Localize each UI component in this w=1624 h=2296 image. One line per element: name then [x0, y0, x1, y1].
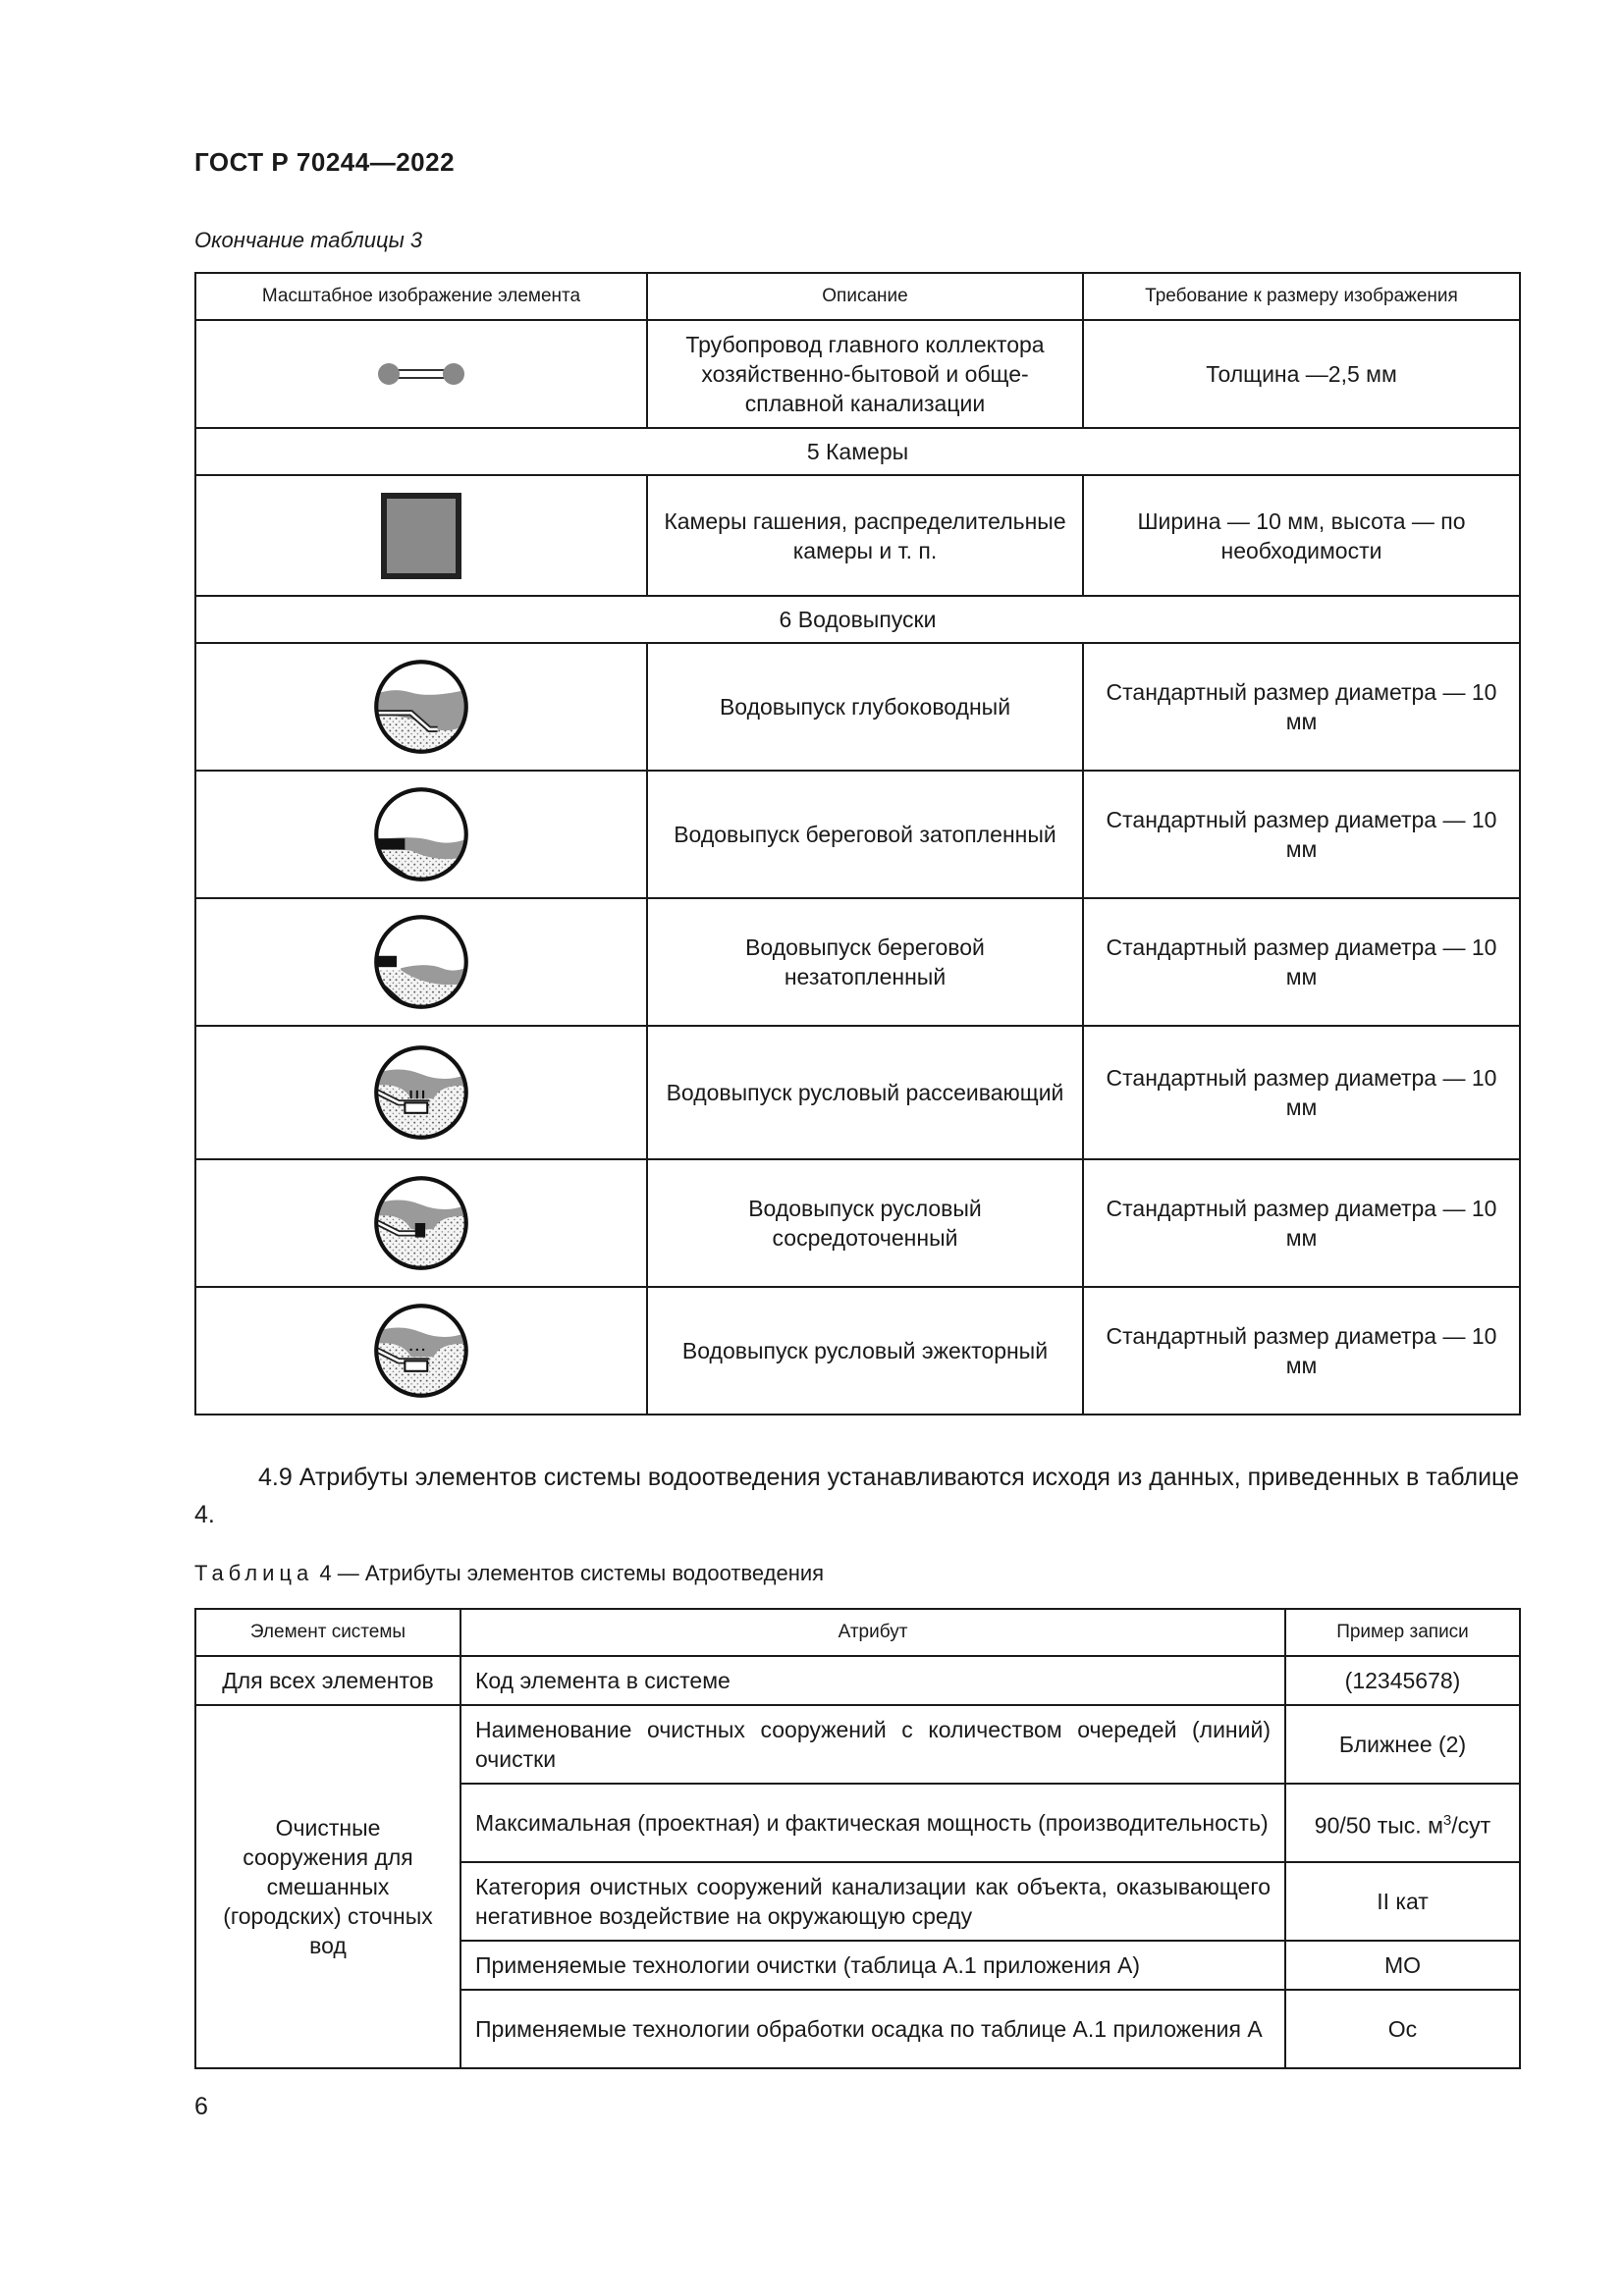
table-row [195, 320, 1520, 428]
table3-col-description: Описание [647, 273, 1083, 320]
table4-attribute: Максимальная (проектная) и фактическая мощность (производительность) [460, 1784, 1285, 1862]
table4-col-attribute: Атрибут [460, 1609, 1285, 1656]
table3-header-row [195, 273, 1520, 320]
section-heading: 5 Камеры [195, 428, 1520, 475]
table4-attribute: Категория очистных сооружений канализации как объекта, оказывающего негативное воздействие на окружающую среду [460, 1862, 1285, 1941]
outlet-shore-unsubmerged-icon [370, 911, 472, 1013]
table3-desc: Трубопровод главного коллектора хозяйственно-бытовой и обще-сплавной канализации [647, 320, 1083, 428]
table3-desc: Водовыпуск береговой затопленный [647, 771, 1083, 898]
table3-req: Стандартный размер диаметра — 10 мм [1083, 1159, 1520, 1287]
table3-req: Ширина — 10 мм, высота — по необходимости [1083, 475, 1520, 596]
outlet-channel-concentrated-icon [370, 1172, 472, 1274]
table4-example: II кат [1285, 1862, 1520, 1941]
table-row [195, 1159, 1520, 1287]
table4-example [1285, 1784, 1520, 1862]
chamber-square-icon [379, 491, 463, 581]
table3-col-requirement: Требование к размеру изображения [1083, 273, 1520, 320]
table3-desc: Водовыпуск русловый сосредоточенный [647, 1159, 1083, 1287]
table-row [195, 1705, 1520, 1784]
paragraph-4-9: 4.9 Атрибуты элементов системы водоотведения устанавливаются исходя из данных, приведенных в таблице 4. [194, 1464, 1519, 1528]
table4-caption-title: 4 — Атрибуты элементов системы водоотведения [319, 1561, 825, 1585]
section-heading: 6 Водовыпуски [195, 596, 1520, 643]
document-header: ГОСТ Р 70244—2022 [194, 147, 456, 177]
page-number: 6 [194, 2093, 208, 2120]
table4-attribute: Код элемента в системе [460, 1656, 1285, 1705]
table4-caption [194, 1561, 824, 1586]
table4-col-element: Элемент системы [195, 1609, 460, 1656]
table3-desc: Водовыпуск глубоководный [647, 643, 1083, 771]
table3-req: Стандартный размер диаметра — 10 мм [1083, 643, 1520, 771]
table3-req: Стандартный размер диаметра — 10 мм [1083, 898, 1520, 1026]
table4-element: Для всех элементов [195, 1656, 460, 1705]
table3-caption: Окончание таблицы 3 [194, 228, 423, 252]
table4-attribute: Применяемые технологии очистки (таблица А.1 приложения А) [460, 1941, 1285, 1990]
table4-example: Ос [1285, 1990, 1520, 2068]
table3-desc: Водовыпуск русловый рассеивающий [647, 1026, 1083, 1159]
table4-example: МО [1285, 1941, 1520, 1990]
table-row [195, 1026, 1520, 1159]
outlet-shore-submerged-icon [370, 783, 472, 885]
outlet-channel-dispersing-icon [370, 1041, 472, 1144]
table3-req: Стандартный размер диаметра — 10 мм [1083, 1026, 1520, 1159]
table4-attribute: Наименование очистных сооружений с количеством очередей (линий) очистки [460, 1705, 1285, 1784]
table4-header-row [195, 1609, 1520, 1656]
table-row [195, 596, 1520, 643]
table-row [195, 1287, 1520, 1415]
table-row [195, 771, 1520, 898]
table4-example: Ближнее (2) [1285, 1705, 1520, 1784]
table-row [195, 643, 1520, 771]
outlet-channel-ejector-icon [370, 1300, 472, 1402]
table4-col-example: Пример записи [1285, 1609, 1520, 1656]
outlet-deep-water-icon [370, 656, 472, 758]
table3 [194, 272, 1521, 1415]
table-row [195, 428, 1520, 475]
table-row [195, 475, 1520, 596]
table3-desc: Водовыпуск русловый эжекторный [647, 1287, 1083, 1415]
table4-example-main: 90/50 тыс. м [1314, 1812, 1443, 1839]
table4-group-element: Очистные сооружения для смешанных (городских) сточных вод [195, 1705, 460, 2068]
table4-attribute: Применяемые технологии обработки осадка по таблице А.1 приложения А [460, 1990, 1285, 2068]
table3-desc: Камеры гашения, распределительные камеры и т. п. [647, 475, 1083, 596]
table3-req: Толщина —2,5 мм [1083, 320, 1520, 428]
pipe-collector-icon [377, 354, 465, 394]
table4-example-sup: 3 [1442, 1811, 1452, 1829]
table3-desc: Водовыпуск береговой незатопленный [647, 898, 1083, 1026]
table4-example: (12345678) [1285, 1656, 1520, 1705]
table3-col-image: Масштабное изображение элемента [195, 273, 647, 320]
table4-caption-word: Таблица [194, 1561, 314, 1585]
table-row [195, 898, 1520, 1026]
table-row [195, 1656, 1520, 1705]
table3-req: Стандартный размер диаметра — 10 мм [1083, 1287, 1520, 1415]
table4-example-tail: /сут [1451, 1812, 1491, 1839]
table3-req: Стандартный размер диаметра — 10 мм [1083, 771, 1520, 898]
table4 [194, 1608, 1521, 2069]
